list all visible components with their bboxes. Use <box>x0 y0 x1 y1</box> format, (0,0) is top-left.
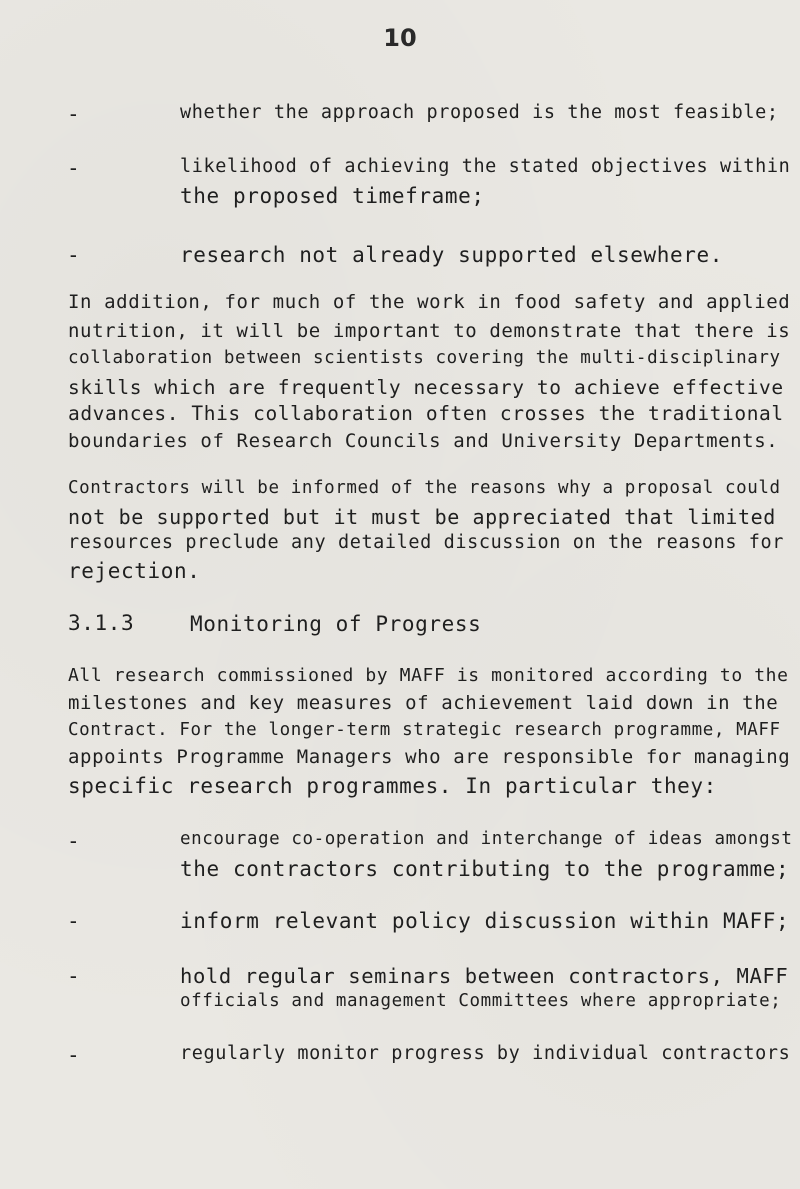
paragraph-line: boundaries of Research Councils and University Departments. <box>68 430 779 452</box>
bullet-dash: - <box>67 829 80 853</box>
bullet-dash: - <box>67 909 80 933</box>
bullet-text: the proposed timeframe; <box>180 184 485 208</box>
bullet-text: research not already supported elsewhere. <box>180 243 723 267</box>
bullet-text: likelihood of achieving the stated objectives within <box>180 156 791 177</box>
paragraph-line: Contractors will be informed of the reasons why a proposal could <box>68 478 781 498</box>
bullet-dash: - <box>67 102 80 126</box>
paragraph-line: In addition, for much of the work in food safety and applied <box>68 291 791 313</box>
bullet-dash: - <box>67 156 80 180</box>
paragraph-line: All research commissioned by MAFF is monitored according to the <box>68 665 789 686</box>
page-number: 10 <box>383 24 417 52</box>
bullet-dash: - <box>67 1043 80 1067</box>
paragraph-line: advances. This collaboration often crosses the traditional <box>68 402 784 425</box>
bullet-text: officials and management Committees where appropriate; <box>180 991 782 1011</box>
paragraph-line: specific research programmes. In particular they: <box>68 774 717 798</box>
paragraph-line: resources preclude any detailed discussion on the reasons for <box>68 532 785 553</box>
bullet-text: whether the approach proposed is the most feasible; <box>180 102 779 123</box>
bullet-text: hold regular seminars between contractors, MAFF <box>180 964 789 988</box>
bullet-text: encourage co-operation and interchange of ideas amongst <box>180 829 793 849</box>
paragraph-line: Contract. For the longer-term strategic research programme, MAFF <box>68 720 781 740</box>
paragraph-line: milestones and key measures of achievement laid down in the <box>68 692 779 714</box>
paragraph-line: appoints Programme Managers who are responsible for managing <box>68 746 791 768</box>
paragraph-line: nutrition, it will be important to demonstrate that there is <box>68 320 791 342</box>
paragraph-line: collaboration between scientists covering the multi-disciplinary <box>68 348 781 368</box>
bullet-dash: - <box>67 243 80 267</box>
bullet-text: regularly monitor progress by individual contractors <box>180 1043 791 1064</box>
bullet-dash: - <box>67 964 80 988</box>
paragraph-line: rejection. <box>68 559 201 583</box>
paragraph-line: skills which are frequently necessary to achieve effective <box>68 376 784 399</box>
section-number: 3.1.3 <box>68 611 135 635</box>
section-title: Monitoring of Progress <box>190 612 482 636</box>
bullet-text: the contractors contributing to the programme; <box>180 857 790 881</box>
paragraph-line: not be supported but it must be appreciated that limited <box>68 505 776 529</box>
bullet-text: inform relevant policy discussion within MAFF; <box>180 909 790 933</box>
